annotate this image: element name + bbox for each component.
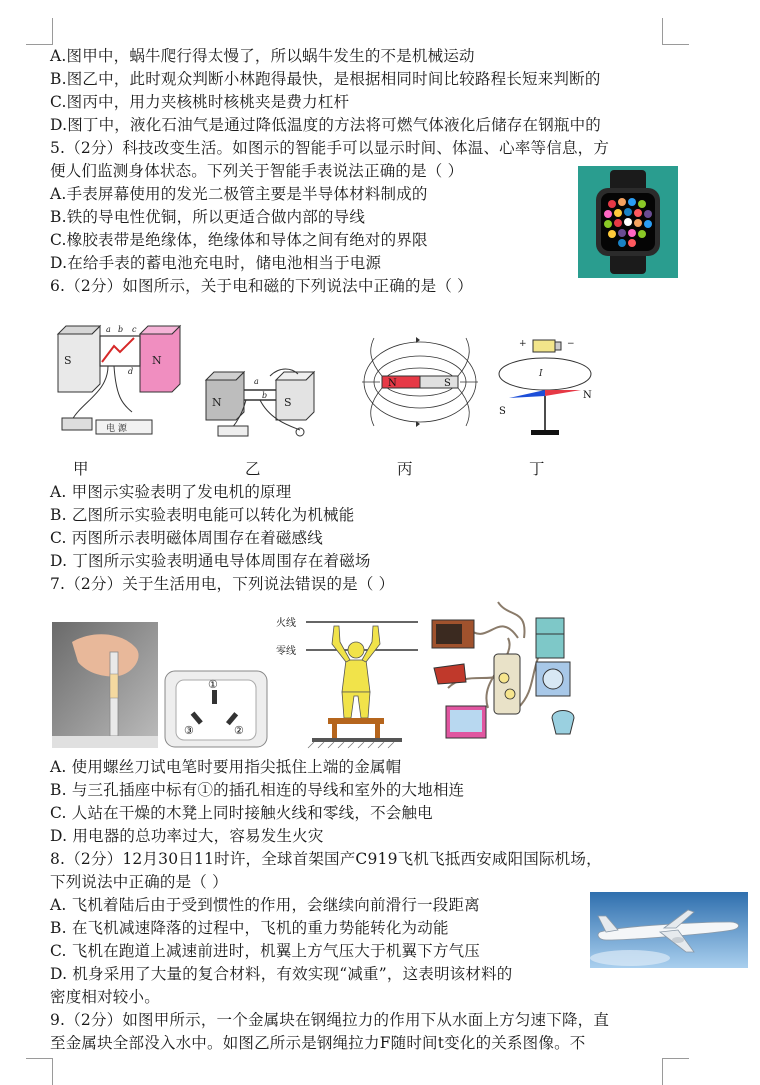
q4-option-c: C.图丙中，用力夹核桃时核桃夹是费力杠杆 xyxy=(50,93,350,111)
socket-label-3: ③ xyxy=(184,724,194,737)
q6-option-c: C. 丙图所示表明磁体周围存在着磁感线 xyxy=(50,529,323,547)
fig-yi-label-b: b xyxy=(262,391,268,400)
q7-option-d: D. 用电器的总功率过大，容易发生火灾 xyxy=(50,827,324,845)
q6-stem: 6.（2分）如图所示，关于电和磁的下列说法中正确的是（ ） xyxy=(50,277,473,295)
fig-ding-label-s: S xyxy=(499,406,506,417)
q8-option-d-line-1: D. 机身采用了大量的复合材料，有效实现“减重”，这表明该材料的 xyxy=(50,965,513,983)
three-hole-socket-image xyxy=(164,670,268,748)
crop-mark-bottom-right xyxy=(662,1058,689,1085)
q5-option-c: C.橡胶表带是绝缘体，绝缘体和导体之间有绝对的界限 xyxy=(50,231,428,249)
figure-bing-magnetic-field xyxy=(360,332,480,428)
fig-ding-label-minus: − xyxy=(567,339,575,349)
q9-stem-line-1: 9.（2分）如图甲所示，一个金属块在钢绳拉力的作用下从水面上方匀速下降，直 xyxy=(50,1011,610,1029)
figure-jia-generator xyxy=(52,312,187,444)
fig-jia-label-c: c xyxy=(132,325,137,334)
q9-stem-line-2: 至金属块全部没入水中。如图乙所示是钢绳拉力F随时间t变化的关系图像。不 xyxy=(50,1034,586,1052)
q5-option-b: B.铁的导电性优铜，所以更适合做内部的导线 xyxy=(50,208,366,226)
q7-option-c: C. 人站在干燥的木凳上同时接触火线和零线，不会触电 xyxy=(50,804,433,822)
smartwatch-image xyxy=(578,166,678,278)
q8-option-a: A. 飞机着陆后由于受到惯性的作用，会继续向前滑行一段距离 xyxy=(50,896,480,914)
socket-label-1: ① xyxy=(208,678,218,691)
fig-ding-label-n: N xyxy=(583,390,592,401)
test-pen-photo xyxy=(52,622,158,748)
fig-bing-label-s: S xyxy=(444,378,451,389)
q7-option-b: B. 与三孔插座中标有①的插孔相连的导线和室外的大地相连 xyxy=(50,781,465,799)
q6-caption-bing: 丙 xyxy=(397,460,413,478)
fig-bing-label-n: N xyxy=(388,378,397,389)
q6-option-a: A. 甲图示实验表明了发电机的原理 xyxy=(50,483,292,501)
fig-jia-label-power: 电 源 xyxy=(106,424,127,434)
q6-option-d: D. 丁图所示实验表明通电导体周围存在着磁场 xyxy=(50,552,371,570)
q5-option-d: D.在给手表的蓄电池充电时，储电池相当于电源 xyxy=(50,254,382,272)
q8-option-c: C. 飞机在跑道上减速前进时，机翼上方气压大于机翼下方气压 xyxy=(50,942,480,960)
person-on-stool-image xyxy=(272,614,422,750)
figure-ding-oersted xyxy=(495,332,600,440)
q5-option-a: A.手表屏幕使用的发光二极管主要是半导体材料制成的 xyxy=(50,185,428,203)
q8-stem-line-2: 下列说法中正确的是（ ） xyxy=(50,873,228,891)
q7-stem: 7.（2分）关于生活用电，下列说法错误的是（ ） xyxy=(50,575,395,593)
crop-mark-top-left xyxy=(26,18,53,45)
fig-jia-label-s: S xyxy=(64,354,72,367)
label-zero-wire: 零线 xyxy=(276,646,296,657)
fig-jia-label-n: N xyxy=(152,354,162,367)
label-fire-wire: 火线 xyxy=(276,618,296,629)
q6-caption-yi: 乙 xyxy=(245,460,261,478)
q4-option-b: B.图乙中，此时观众判断小林跑得最快，是根据相同时间比较路程长短来判断的 xyxy=(50,70,601,88)
fig-yi-label-s: S xyxy=(284,396,292,409)
crop-mark-bottom-left xyxy=(26,1058,53,1085)
q4-option-d: D.图丁中，液化石油气是通过降低温度的方法将可燃气体液化后储存在钢瓶中的 xyxy=(50,116,602,134)
figure-yi-motor xyxy=(200,360,335,440)
q8-option-b: B. 在飞机减速降落的过程中，飞机的重力势能转化为动能 xyxy=(50,919,449,937)
overloaded-appliances-image xyxy=(428,598,588,748)
fig-ding-label-plus: + xyxy=(519,339,527,349)
crop-mark-top-right xyxy=(662,18,689,45)
q6-caption-ding: 丁 xyxy=(529,460,545,478)
q6-caption-jia: 甲 xyxy=(73,460,89,478)
q7-option-a: A. 使用螺丝刀试电笔时要用指尖抵住上端的金属帽 xyxy=(50,758,402,776)
q5-stem-line-1: 5.（2分）科技改变生活。如图示的智能手可以显示时间、体温、心率等信息，方 xyxy=(50,139,610,157)
q8-stem-line-1: 8.（2分）12月30日11时许，全球首架国产C919飞机飞抵西安咸阳国际机场， xyxy=(50,850,602,868)
q5-stem-line-2: 便人们监测身体状态。下列关于智能手表说法正确的是（ ） xyxy=(50,162,464,180)
fig-yi-label-n: N xyxy=(212,396,222,409)
fig-jia-label-a: a xyxy=(106,325,111,334)
q6-option-b: B. 乙图所示实验表明电能可以转化为机械能 xyxy=(50,506,355,524)
q8-option-d-line-2: 密度相对较小。 xyxy=(50,988,160,1006)
airplane-photo xyxy=(590,892,748,968)
socket-label-2: ② xyxy=(234,724,244,737)
fig-jia-label-d: d xyxy=(128,367,134,376)
fig-yi-label-a: a xyxy=(254,377,259,386)
q4-option-a: A.图甲中，蜗牛爬行得太慢了，所以蜗牛发生的不是机械运动 xyxy=(50,47,475,65)
fig-ding-label-i: I xyxy=(539,369,543,379)
fig-jia-label-b: b xyxy=(118,325,124,334)
